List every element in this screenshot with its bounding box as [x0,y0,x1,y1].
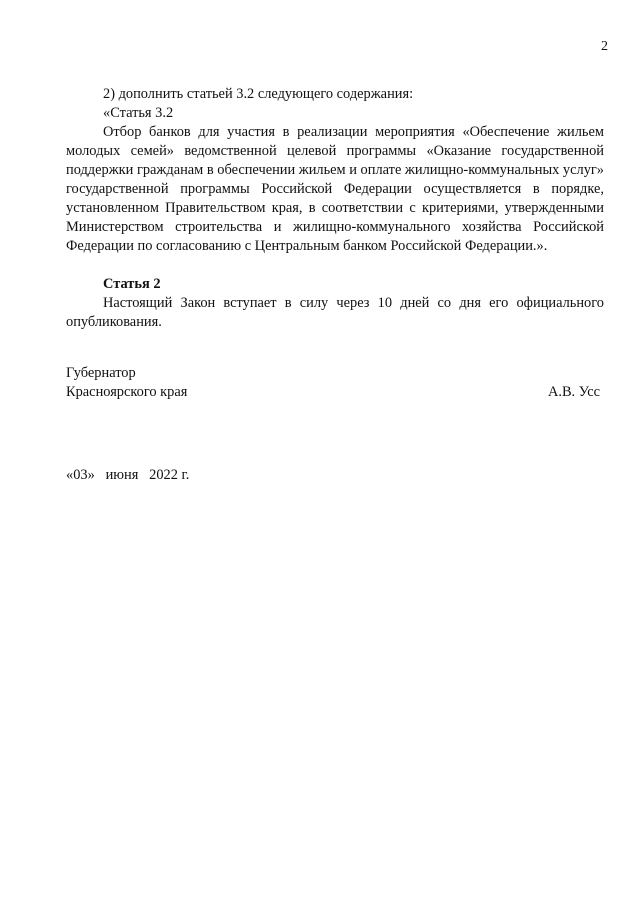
signatory-title-line-2: Красноярского края [66,384,188,400]
page-number: 2 [601,39,608,54]
signature-block [66,364,600,402]
document-body [66,85,604,332]
document-date: «03» июня 2022 г. [66,467,190,483]
signature-row [66,383,600,402]
amendment-item: 2) дополнить статьей 3.2 следующего содержания: [103,86,414,102]
amendment-article-text: Отбор банков для участия в реализации мероприятия «Обеспечение жильем молодых семей» ведомственной целевой программы «Оказание государственной поддержки гражданам в обеспечении жильем и оплате жилищно-коммунальных услуг» государственной программы Российской Федерации осуществляется в порядке, установленном Правительством края, в соответствии с критериями, утвержденными Министерством строительства и жилищно-коммунального хозяйства Российской Федерации по согласованию с Центральным банком Российской Федерации.». [66,124,604,254]
article-2-text: Настоящий Закон вступает в силу через 10 дней со дня его официального опубликования. [66,295,604,330]
signatory-name: А.В. Усс [547,384,600,400]
signatory-title-line-1: Губернатор [66,365,136,381]
amendment-article-title: «Статья 3.2 [103,105,174,121]
article-2-heading: Статья 2 [103,276,161,292]
